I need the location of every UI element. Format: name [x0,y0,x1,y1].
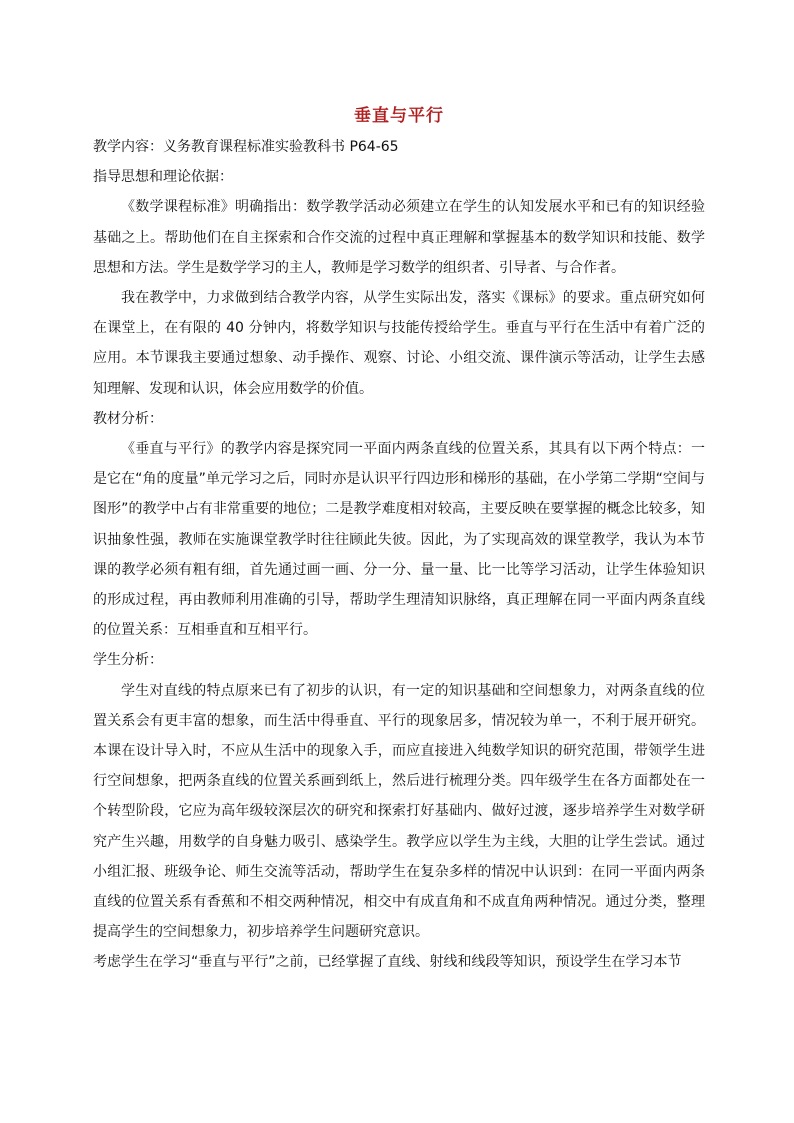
student-paragraph-2: 考虑学生在学习“垂直与平行”之前，已经掌握了直线、射线和线段等知识，预设学生在学习本节 [93,954,682,971]
guiding-paragraph-2: 我在教学中，力求做到结合教学内容，从学生实际出发，落实《课标》的要求。重点研究如何在课堂上，在有限的 40 分钟内，将数学知识与技能传授给学生。垂直与平行在生活中有着广泛的应用。本节课我主要通过想象、动手操作、观察、讨论、小组交流、课件演示等活动，让学生去感知理解、发现和认识，体会应用数学的价值。 [93,290,705,397]
guiding-paragraph-1: 《数学课程标准》明确指出：数学教学活动必须建立在学生的认知发展水平和已有的知识经验基础之上。帮助他们在自主探索和合作交流的过程中真正理解和掌握基本的数学知识和技能、数学思想和方法。学生是数学学习的主人，教师是学习数学的组织者、引导者、与合作者。 [93,199,705,276]
teaching-content-line: 教学内容：义务教育课程标准实验教科书 P64-65 [93,139,399,155]
guiding-heading: 指导思想和理论依据： [93,169,233,186]
material-heading: 教材分析： [93,410,163,427]
student-paragraph-1: 学生对直线的特点原来已有了初步的认识，有一定的知识基础和空间想象力，对两条直线的位置关系会有更丰富的想象，而生活中得垂直、平行的现象居多，情况较为单一，不利于展开研究。本课在设计导入时，不应从生活中的现象入手，而应直接进入纯数学知识的研究范围，带领学生进行空间想象，把两条直线的位置关系画到纸上，然后进行梳理分类。四年级学生在各方面都处在一个转型阶段，它应为高年级较深层次的研究和探索打好基础内、做好过渡，逐步培养学生对数学研究产生兴趣，用数学的自身魅力吸引、感染学生。教学应以学生为主线，大胆的让学生尝试。通过小组汇报、班级争论、师生交流等活动，帮助学生在复杂多样的情况中认识到：在同一平面内两条直线的位置关系有香蕉和不相交两种情况，相交中有成直角和不成直角两种情况。通过分类，整理提高学生的空间想象力，初步培养学生问题研究意识。 [93,682,705,941]
material-paragraph-1: 《垂直与平行》的教学内容是探究同一平面内两条直线的位置关系，其具有以下两个特点：一是它在“角的度量”单元学习之后，同时亦是认识平行四边形和梯形的基础，在小学第二学期“空间与图形”的教学中占有非常重要的地位；二是教学难度相对较高，主要反映在要掌握的概念比较多，知识抽象性强，教师在实施课堂教学时往往顾此失彼。因此，为了实现高效的课堂教学，我认为本节课的教学必须有粗有细，首先通过画一画、分一分、量一量、比一比等学习活动，让学生体验知识的形成过程，再由教师利用准确的引导，帮助学生理清知识脉络，真正理解在同一平面内两条直线的位置关系：互相垂直和互相平行。 [93,441,705,639]
student-heading: 学生分析： [93,652,163,669]
document-title: 垂直与平行 [354,106,444,126]
document-body [93,102,705,978]
